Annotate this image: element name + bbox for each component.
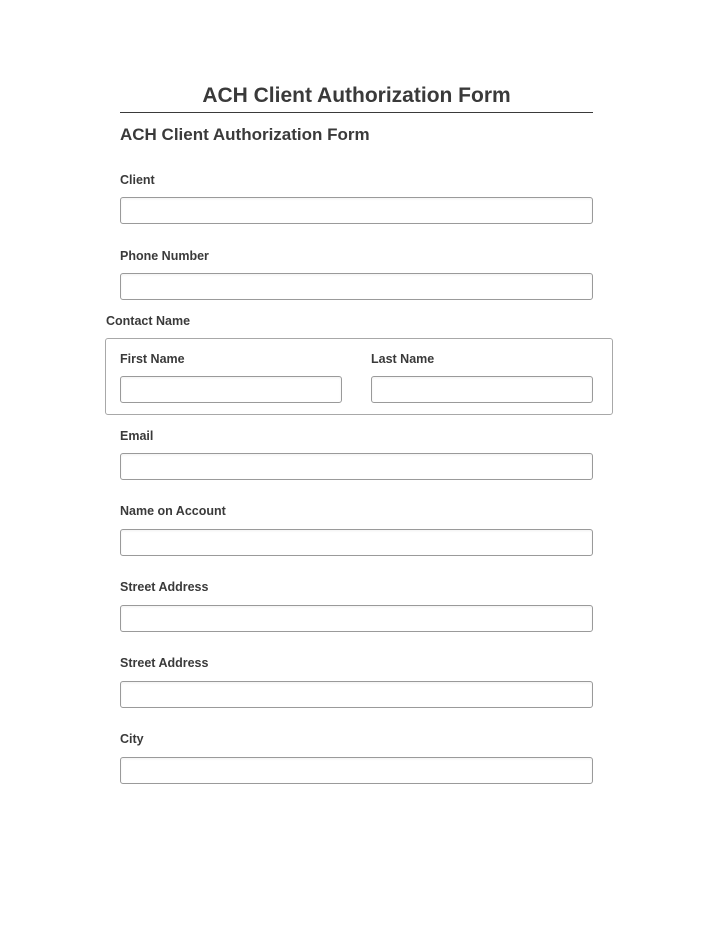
- document-title: ACH Client Authorization Form: [202, 84, 511, 107]
- street-address-input[interactable]: [121, 606, 592, 631]
- name-on-account-label: Name on Account: [120, 504, 226, 518]
- street-address-2-field[interactable]: [120, 681, 593, 708]
- city-label: City: [120, 732, 144, 746]
- city-input[interactable]: [121, 758, 592, 783]
- name-on-account-field[interactable]: [120, 529, 593, 556]
- phone-number-label: Phone Number: [120, 249, 209, 263]
- name-on-account-input[interactable]: [121, 530, 592, 555]
- email-field[interactable]: [120, 453, 593, 480]
- client-field[interactable]: [120, 197, 593, 224]
- first-name-input[interactable]: [121, 377, 341, 402]
- last-name-field[interactable]: [371, 376, 593, 403]
- client-input[interactable]: [121, 198, 592, 223]
- form-heading: ACH Client Authorization Form: [120, 125, 370, 144]
- first-name-field[interactable]: [120, 376, 342, 403]
- phone-number-input[interactable]: [121, 274, 592, 299]
- last-name-input[interactable]: [372, 377, 592, 402]
- street-address-2-label: Street Address: [120, 656, 209, 670]
- phone-number-field[interactable]: [120, 273, 593, 300]
- email-label: Email: [120, 429, 154, 443]
- contact-name-label: Contact Name: [106, 314, 191, 328]
- last-name-label: Last Name: [371, 352, 435, 366]
- street-address-label: Street Address: [120, 580, 209, 594]
- street-address-field[interactable]: [120, 605, 593, 632]
- street-address-2-input[interactable]: [121, 682, 592, 707]
- city-field[interactable]: [120, 757, 593, 784]
- title-divider: [120, 112, 593, 113]
- email-input[interactable]: [121, 454, 592, 479]
- first-name-label: First Name: [120, 352, 185, 366]
- client-label: Client: [120, 173, 155, 187]
